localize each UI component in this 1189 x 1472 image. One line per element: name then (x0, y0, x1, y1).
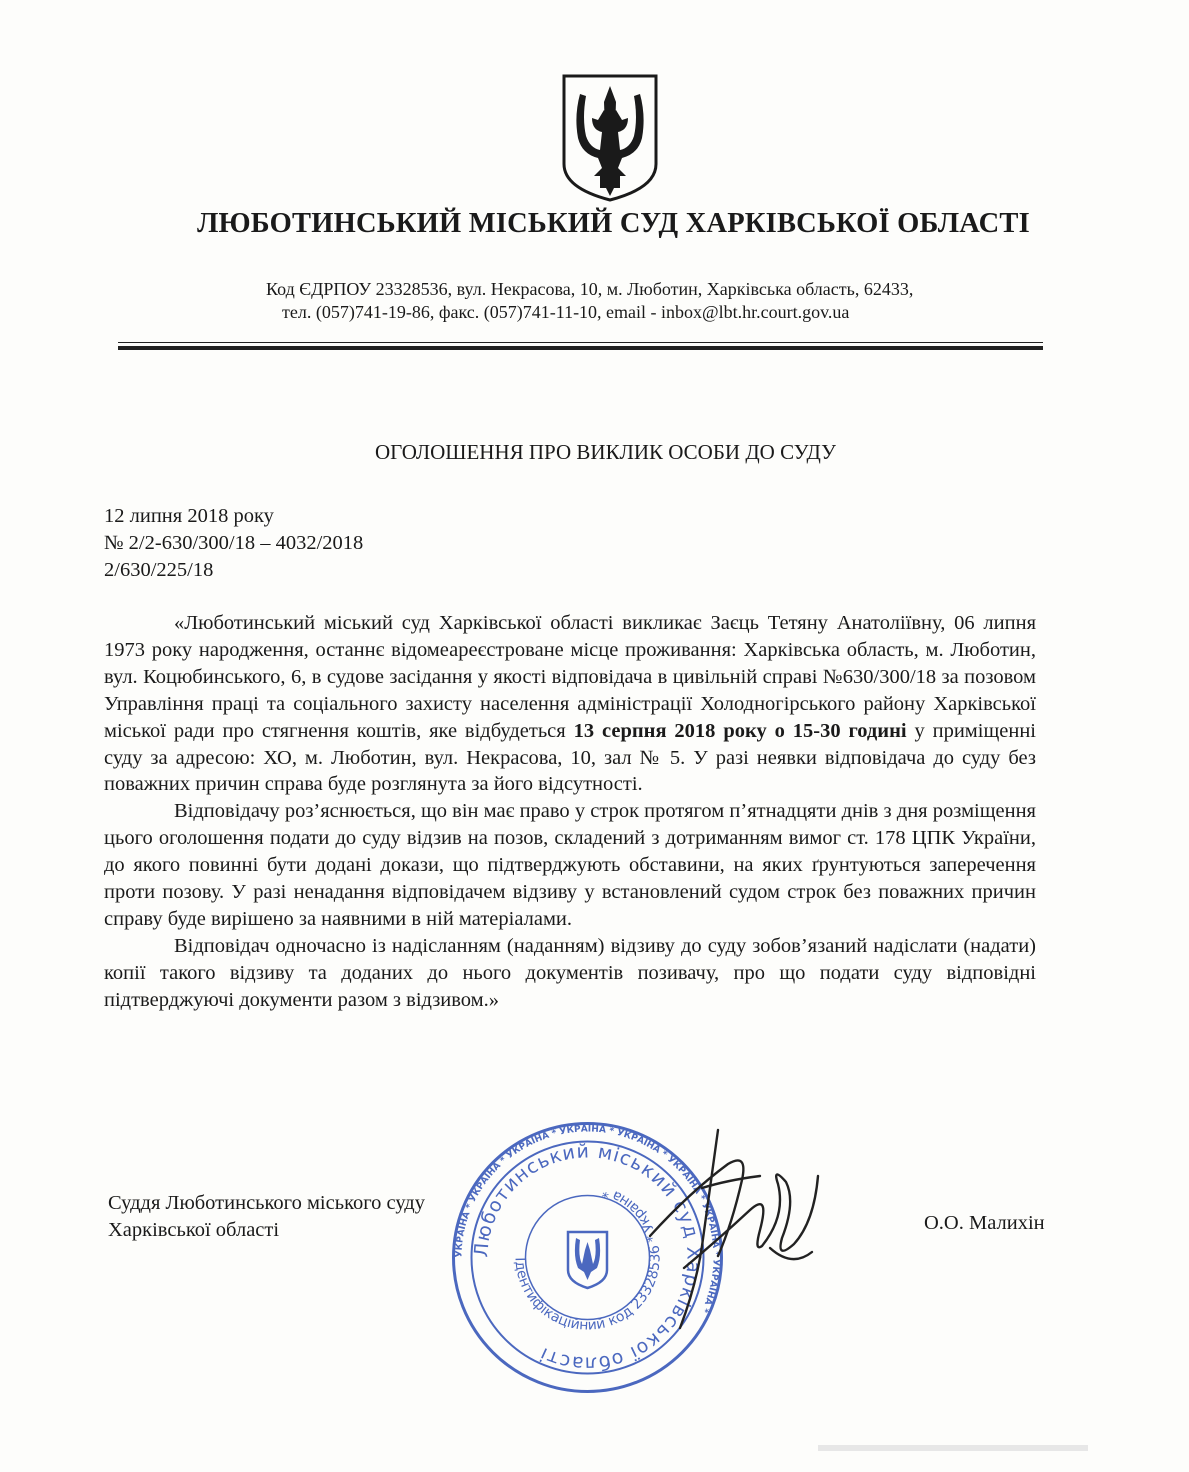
hearing-date-time: 13 серпня 2018 року о 15-30 годині (573, 719, 907, 742)
stamp-inner-text: Ідентифікаційний код 23328536 * Україна * (511, 1183, 664, 1334)
notice-body (104, 610, 1036, 1014)
contact-line-1: Код ЄДРПОУ 23328536, вул. Некрасова, 10, м. Люботин, Харківська область, 62433, (266, 279, 914, 299)
notice-date: 12 липня 2018 року (104, 505, 274, 527)
contact-line-2: тел. (057)741-19-86, факс. (057)741-11-10, email - inbox@lbt.hr.court.gov.ua (282, 302, 850, 322)
registration-number: 2/630/225/18 (104, 559, 214, 581)
judge-name: О.О. Малихін (924, 1212, 1045, 1234)
trident-coat-of-arms-icon (558, 72, 662, 204)
paragraph-obligations: Відповідач одночасно із надісланням (наданням) відзиву до суду зобов’язаний надіслати (надати) копії такого відзиву та доданих до нього документів позивачу, про що подати суду відповідні підтверджуючі документи разом з відзивом.» (104, 934, 1036, 1011)
judge-position-line-1: Суддя Люботинського міського суду (108, 1192, 425, 1214)
notice-title: ОГОЛОШЕННЯ ПРО ВИКЛИК ОСОБИ ДО СУДУ (374, 440, 836, 464)
summons-text-start: «Люботинський міський суд Харківської області викликає Заєць Тетяну Анатоліївну, 06 липня 1973 року народження, останнє відомеареєстроване місце проживання: Харківська область, м. Люботин, вул. Коцюбинського, 6, в судове засідання у якості відповідача в цивільній справі №630/300/18 за позовом Управління праці та соціального захисту населення адміністрації Холодногірського району Харківської міської ради про стягнення коштів, яке відбудеться (104, 612, 1036, 742)
stamp-trident-icon (568, 1232, 607, 1288)
court-name-heading: ЛЮБОТИНСЬКИЙ МІСЬКИЙ СУД ХАРКІВСЬКОЇ ОБЛАСТІ (197, 208, 1030, 239)
paragraph-rights: Відповідачу роз’яснюється, що він має право у строк протягом п’ятнадцяти днів з дня розміщення цього оголошення подати до суду відзив на позов, складений з дотриманням вимог ст. 178 ЦПК України, до якого повинні бути додані докази, що підтверджують обставини, на яких ґрунтуються заперечення проти позову. У разі ненадання відповідачем відзиву у встановлений судом строк без поважних причин справу буде вирішено за наявними в ній матеріалами. (104, 800, 1036, 930)
stamp-outer-text: Люботинський міський суд Харківської області (470, 1140, 705, 1375)
header-divider-thin (118, 342, 1043, 343)
case-number: № 2/2-630/300/18 – 4032/2018 (104, 532, 364, 554)
judge-position-line-2: Харківської області (108, 1219, 280, 1241)
header-divider-thick (118, 346, 1043, 350)
judge-signature (610, 1118, 840, 1338)
stamp-rim-text: УКРАЇНА * УКРАЇНА * УКРАЇНА * УКРАЇНА * УКРАЇНА * УКРАЇНА * УКРАЇНА * УКРАЇНА * (454, 1124, 721, 1314)
paragraph-summons (104, 610, 1036, 798)
scan-artifact (818, 1445, 1088, 1451)
summons-text-end: у приміщенні суду за адресою: ХО, м. Люботин, вул. Некрасова, 10, зал № 5. У разі неявки відповідача до суду без поважних причин справа буде розглянута за його відсутності. (104, 719, 1037, 796)
